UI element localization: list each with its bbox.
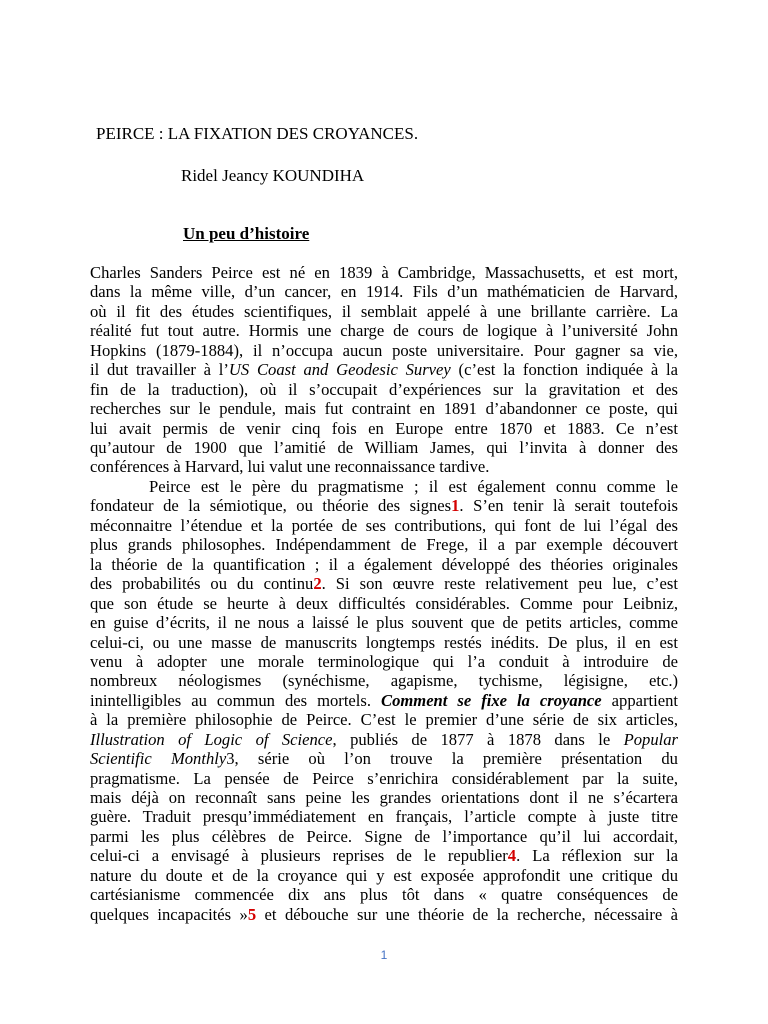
paragraph-2 (90, 477, 678, 924)
footnote-ref-1[interactable]: 1 (451, 496, 460, 516)
text-line: venu à adopter une morale terminologique qui l’a conduit à introduire de (90, 651, 678, 671)
page-number: 1 (380, 948, 388, 962)
text-line: nombreux néologismes (synéchisme, agapisme, tychisme, légisigne, etc.) (90, 671, 678, 691)
text-line: Charles Sanders Peirce est né en 1839 à Cambridge, Massachusetts, et est mort, (90, 263, 678, 282)
survey-name: US Coast and Geodesic Survey (228, 360, 451, 380)
text-line: fondateur de la sémiotique, ou théorie des signes1. S’en tenir là serait toutefois (90, 496, 678, 516)
document-title: PEIRCE : LA FIXATION DES CROYANCES. (96, 124, 419, 143)
text-line: réalité fut tout autre. Hormis une charge de cours de logique à l’université John (90, 321, 678, 341)
footnote-ref-4[interactable]: 4 (507, 846, 517, 866)
text-line: qu’autour de 1900 que l’amitié de William James, qui l’invita à donner des (90, 437, 678, 457)
text-line: dans la même ville, d’un cancer, en 1914. Fils d’un mathématicien de Harvard, (90, 282, 678, 302)
text-line: pragmatisme. La pensée de Peirce s’enrichira considérablement par la suite, (90, 768, 678, 788)
text-line: lui avait permis de venir cinq fois en Europe entre 1870 et 1883. Ce n’est (90, 418, 678, 438)
text-line: il dut travailler à l’US Coast and Geodesic Survey (c’est la fonction indiquée à la (90, 360, 679, 380)
section-heading: Un peu d’histoire (183, 224, 310, 243)
text-line: en guise d’écrits, il ne nous a laissé le plus souvent que de petits articles, comme (90, 613, 678, 633)
text-line: guère. Traduit presqu’immédiatement en français, l’article compte à juste titre (90, 807, 678, 827)
text-line: Illustration of Logic of Science, publiés de 1877 à 1878 dans le Popular (90, 729, 678, 749)
text-line: que son étude se heurte à deux difficultés considérables. Comme pour Leibniz, (90, 593, 678, 613)
text-line: recherches sur le pendule, mais fut contraint en 1891 d’abandonner ce poste, qui (90, 399, 678, 419)
text-line: conférences à Harvard, lui valut une reconnaissance tardive. (90, 457, 490, 477)
journal-title: Scientific Monthly (90, 749, 227, 769)
text-line: Scientific Monthly3, série où l’on trouve la première présentation du (90, 749, 678, 769)
text-line: des probabilités ou du continu2. Si son œuvre reste relativement peu lue, c’est (90, 574, 678, 594)
text-line: fin de la traduction), où il s’occupait d’expériences sur la gravitation et des (90, 379, 678, 399)
text-line: nature du doute et de la croyance qui y est exposée approfondit une critique du (90, 865, 678, 885)
author-name: Ridel Jeancy KOUNDIHA (181, 166, 365, 185)
text-line: à la première philosophie de Peirce. C’est le premier d’une série de six articles, (90, 710, 678, 730)
text-line: mais déjà on reconnaît sans peine les grandes orientations dont il ne s’écartera (90, 788, 678, 807)
text-line: inintelligibles au commun des mortels. Comment se fixe la croyance appartient (90, 690, 678, 710)
text-line: plus grands philosophes. Indépendamment de Frege, il a par exemple découvert (90, 535, 678, 555)
text-line: cartésianisme commencée dix ans plus tôt dans « quatre conséquences de (90, 885, 678, 905)
article-title: Comment se fixe la croyance (381, 690, 602, 710)
text-line: celui-ci, ou une masse de manuscrits longtemps restés inédits. De plus, il en est (90, 632, 678, 652)
text-line: Peirce est le père du pragmatisme ; il est également connu comme le (149, 477, 678, 496)
footnote-ref-2[interactable]: 2 (313, 574, 322, 594)
text-line: méconnaitre l’étendue et la portée de ses contributions, qui font de lui l’égal des (90, 515, 678, 535)
text-line: la théorie de la quantification ; il a également développé des théories originales (90, 554, 678, 574)
text-line: parmi les plus célèbres de Peirce. Signe de l’importance qu’il lui accordait, (90, 826, 678, 846)
text-line: quelques incapacités »5 et débouche sur une théorie de la recherche, nécessaire à (90, 904, 678, 924)
series-title: Illustration of Logic of Science (90, 729, 333, 749)
text-line: Hopkins (1879-1884), il n’occupa aucun poste universitaire. Pour gagner sa vie, (90, 340, 678, 360)
text-line: où il fit des études scientifiques, il semblait appelé à une brillante carrière. La (90, 301, 678, 321)
text-line: celui-ci a envisagé à plusieurs reprises de le republier4. La réflexion sur la (90, 846, 678, 866)
paragraph-1 (90, 263, 678, 477)
footnote-ref-5[interactable]: 5 (247, 904, 257, 924)
